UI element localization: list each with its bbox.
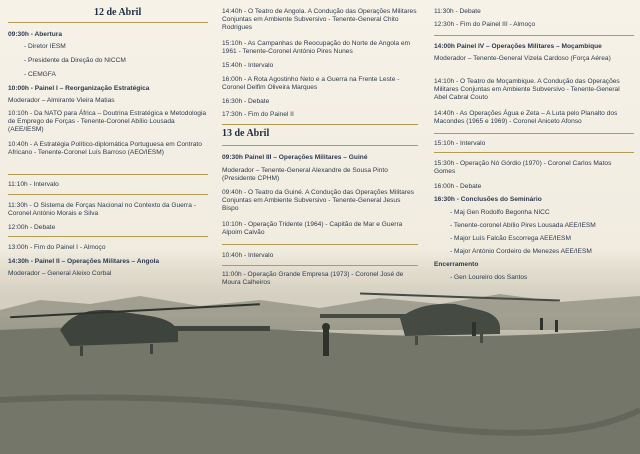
day-heading: 12 de Abril [94,7,142,18]
agenda-item: - Major António Cordeiro de Menezes AEE/IESM [450,248,592,255]
agenda-item: 10:10h - Da NATO para África – Doutrina Estratégica e Metodologia de Emprego de Forças - Tenente-Coronel Abílio Lousada (AEE/IESM) [8,110,207,134]
divider [434,133,634,134]
helicopter-field-photo [0,270,640,454]
agenda-item: 12:30h - Fim do Painel III - Almoço [434,21,536,28]
agenda-item: 14:10h - O Teatro de Moçambique. A Condução das Operações Militares Conjuntas em Ambiente Subversivo - Tenente-General Abel Cabral Couto [434,78,620,102]
agenda-item: 15:40h - Intervalo [222,62,274,69]
agenda-item: 10:10h - Operação Tridente (1964) - Capitão de Mar e Guerra Alpoim Calvão [222,221,403,237]
agenda-item: - Tenente-coronel Abílio Pires Lousada AEE/IESM [450,222,596,229]
agenda-item: Encerramento [434,261,479,268]
agenda-item: 15:10h - Intervalo [434,140,486,147]
divider [222,124,418,125]
agenda-item: 15:10h - As Campanhas de Reocupação do Norte de Angola em 1961 - Tenente-Coronel António Pires Nunes [222,40,411,56]
agenda-item: - Presidente da Direção do NICCM [24,57,126,64]
divider [222,145,418,146]
agenda-item: 16:30h - Conclusões do Seminário [434,196,542,203]
agenda-item: 11:10h - Intervalo [8,181,59,188]
agenda-item: 09:30h - Abertura [8,31,62,38]
agenda-item: Moderador – Tenente-General Alexandre de Sousa Pinto (Presidente CPHM) [222,167,388,183]
agenda-item: 14:00h Painel IV – Operações Militares – Moçambique [434,43,602,50]
agenda-item: 14:40h - O Teatro de Angola. A Condução das Operações Militares Conjuntas em Ambiente Subversivo - Tenente-General Chito Rodrigues [222,8,417,32]
agenda-item: 11:30h - O Sistema de Forças Nacional no Contexto da Guerra - Coronel António Morais e Silva [8,202,196,218]
agenda-item: 16:30h - Debate [222,98,270,105]
divider [8,174,208,175]
agenda-item: 11:00h - Operação Grande Empresa (1973) - Coronel José de Moura Calheiros [222,271,404,287]
divider [434,35,634,36]
divider [8,22,208,23]
agenda-item: Moderador – Almirante Vieira Matias [8,97,115,104]
agenda-item: 10:40h - A Estratégia Político-diplomática Portuguesa em Contrato Africano - Tenente-Coronel Luís Barroso (AEO/IESM) [8,141,202,157]
divider [8,194,208,195]
divider [222,244,418,245]
agenda-item: 10:00h - Painel I – Reorganização Estratégica [8,85,150,92]
agenda-item: 17:30h - Fim do Painel II [222,111,294,118]
agenda-item: 14:30h - Painel II – Operações Militares – Angola [8,258,160,265]
agenda-item: - Gen Loureiro dos Santos [450,274,528,281]
agenda-item: 13:00h - Fim do Painel I - Almoço [8,244,106,251]
agenda-item: - Diretor IESM [24,43,66,50]
agenda-item: Moderador – General Aleixo Corbal [8,270,112,277]
agenda-item: 09:30h Painel III – Operações Militares – Guiné [222,154,368,161]
agenda-item: 16:00h - Debate [434,183,482,190]
agenda-item: - Maj Gen Rodolfo Begonha NICC [450,209,550,216]
day-heading: 13 de Abril [222,128,270,139]
agenda-item: Moderador – Tenente-General Vizela Cardoso (Força Aérea) [434,55,611,62]
divider [8,236,208,237]
agenda-item: 10:40h - Intervalo [222,252,274,259]
agenda-item: - Major Luís Falcão Escorrega AEE/IESM [450,235,571,242]
agenda-item: 15:30h - Operação Nó Górdio (1970) - Coronel Carlos Matos Gomes [434,160,612,176]
agenda-item: 14:40h - As Operações Água e Zeta – A Luta pelo Planalto dos Macondes (1965 e 1969) - Coronel Aniceto Afonso [434,110,618,126]
agenda-item: 11:30h - Debate [434,8,481,15]
divider [434,152,634,153]
agenda-item: 09:40h - O Teatro da Guiné. A Condução das Operações Militares Conjuntas em Ambiente Subversivo - Tenente-General Jesus Bispo [222,189,414,213]
divider [222,265,418,266]
agenda-item: - CEMGFA [24,71,56,78]
agenda-item: 16:00h - A Rota Agostinho Neto e a Guerra na Frente Leste - Coronel Delfim Oliveira Marques [222,76,400,92]
agenda-item: 12:00h - Debate [8,224,56,231]
